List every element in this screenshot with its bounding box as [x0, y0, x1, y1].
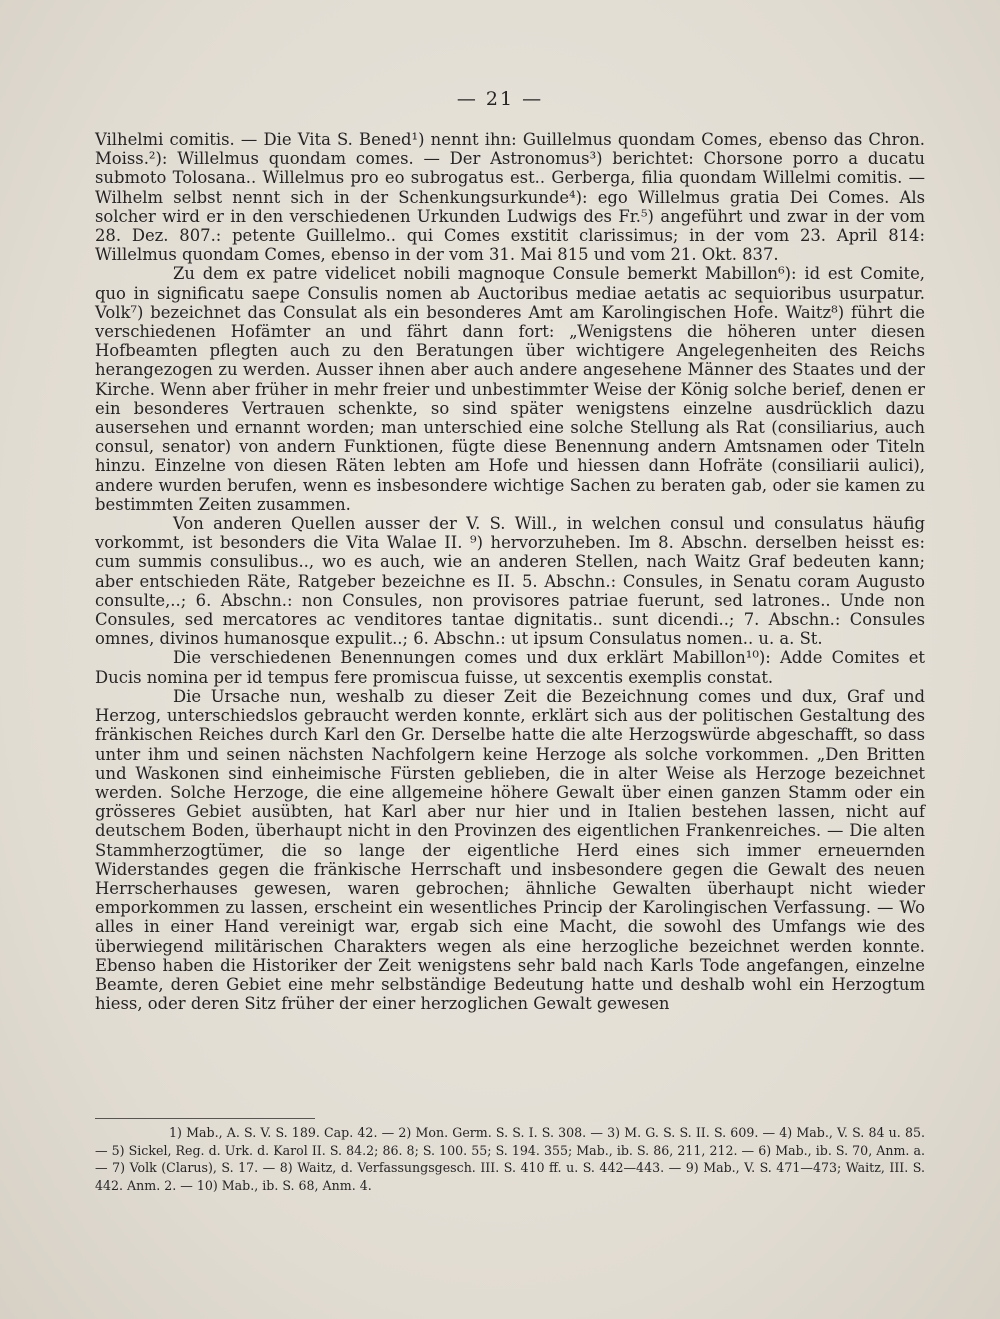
paragraph-4: Die verschiedenen Benennungen comes und dux erklärt Mabillon¹⁰): Adde Comites et Ducis nomina per id tempus fere promiscua fuisse, ut sexcentis exemplis constat.	[95, 648, 925, 687]
footnotes	[95, 1124, 925, 1194]
footnote-divider	[95, 1118, 315, 1119]
paragraph-2: Zu dem ex patre videlicet nobili magnoque Consule bemerkt Mabillon⁶): id est Comite, quo in significatu saepe Consulis nomen ab Auctoribus mediae aetatis ac sequioribus usurpatur. Volk⁷) bezeichnet das Consulat als ein besonderes Amt am Karolingischen Hofe. Waitz⁸) führt die verschiedenen Hofämter an und fährt dann fort: „Wenigstens die höheren unter diesen Hofbeamten pflegten auch zu den Beratungen über wichtigere Angelegenheiten des Reichs herangezogen zu werden. Ausser ihnen aber auch andere angesehene Männer des Staates und der Kirche. Wenn aber früher in mehr freier und unbestimmter Weise der König solche berief, denen er ein besonderes Vertrauen schenkte, so sind später wenigstens einzelne ausdrücklich dazu ausersehen und ernannt worden; man unterschied eine solche Stellung als Rat (consiliarius, auch consul, senator) von andern Funktionen, fügte diese Benennung andern Amtsnamen oder Titeln hinzu. Einzelne von diesen Räten lebten am Hofe und hiessen dann Hofräte (consiliarii aulici), andere wurden berufen, wenn es insbesondere wichtige Sachen zu beraten gab, oder sie kamen zu bestimmten Zeiten zusammen.	[95, 264, 925, 514]
footnotes-text: 1) Mab., A. S. V. S. 189. Cap. 42. — 2) Mon. Germ. S. S. I. S. 308. — 3) M. G. S. S. II. S. 609. — 4) Mab., V. S. 84 u. 85. — 5) Sickel, Reg. d. Urk. d. Karol II. S. 84.2; 86. 8; S. 100. 55; S. 194. 355; Mab., ib. S. 86, 211, 212. — 6) Mab., ib. S. 70, Anm. a. — 7) Volk (Clarus), S. 17. — 8) Waitz, d. Verfassungsgesch. III. S. 410 ff. u. S. 442—443. — 9) Mab., V. S. 471—473; Waitz, III. S. 442. Anm. 2. — 10) Mab., ib. S. 68, Anm. 4.	[95, 1125, 925, 1193]
paragraph-1: Vilhelmi comitis. — Die Vita S. Bened¹) nennt ihn: Guillelmus quondam Comes, ebenso das Chron. Moiss.²): Willelmus quondam comes. — Der Astronomus³) berichtet: Chorsone porro a ducatu submoto Tolosana.. Willelmus pro eo subrogatus est.. Gerberga, filia quondam Willelmi comitis. — Wilhelm selbst nennt sich in der Schenkungsurkunde⁴): ego Willelmus gratia Dei Comes. Als solcher wird er in den verschiedenen Urkunden Ludwigs des Fr.⁵) angeführt und zwar in der vom 28. Dez. 807.: petente Guillelmo.. qui Comes exstitit clarissimus; in der vom 23. April 814: Willelmus quondam Comes, ebenso in der vom 31. Mai 815 und vom 21. Okt. 837.	[95, 130, 925, 265]
page-number: — 21 —	[456, 88, 544, 110]
body-text	[95, 130, 925, 1013]
paragraph-3: Von anderen Quellen ausser der V. S. Will., in welchen consul und consulatus häufig vorkommt, ist besonders die Vita Walae II. ⁹) hervorzuheben. Im 8. Abschn. derselben heisst es: cum summis consulibus.., wo es auch, wie an anderen Stellen, nach Waitz Graf bedeuten kann; aber entschieden Räte, Ratgeber bezeichne es II. 5. Abschn.: Consules, in Senatu coram Augusto consulte,..; 6. Abschn.: non Consules, non provisores patriae fuerunt, sed latrones.. Unde non Consules, sed mercatores ac venditores tantae dignitatis.. sunt dicendi..; 7. Abschn.: Consules omnes, divinos humanosque expulit..; 6. Abschn.: ut ipsum Consulatus nomen.. u. a. St.	[95, 514, 925, 649]
paragraph-5: Die Ursache nun, weshalb zu dieser Zeit die Bezeichnung comes und dux, Graf und Herzog, unterschiedslos gebraucht werden konnte, erklärt sich aus der politischen Gestaltung des fränkischen Reiches durch Karl den Gr. Derselbe hatte die alte Herzogswürde abgeschafft, so dass unter ihm und seinen nächsten Nachfolgern keine Herzoge als solche vorkommen. „Den Britten und Waskonen sind einheimische Fürsten geblieben, die in alter Weise als Herzoge bezeichnet werden. Solche Herzoge, die eine allgemeine höhere Gewalt über einen ganzen Stamm oder ein grösseres Gebiet ausübten, hat Karl aber nur hier und in Italien bestehen lassen, nicht auf deutschem Boden, überhaupt nicht in den Provinzen des eigentlichen Frankenreiches. — Die alten Stammherzogtümer, die so lange der eigentliche Herd eines sich immer erneuernden Widerstandes gegen die fränkische Herrschaft und insbesondere gegen die Gewalt des neuen Herrscherhauses gewesen, waren gebrochen; ähnliche Gewalten überhaupt nicht wieder emporkommen zu lassen, erscheint ein wesentliches Princip der Karolingischen Verfassung. — Wo alles in einer Hand vereinigt war, ergab sich eine Macht, die sowohl des Umfangs wie des überwiegend militärischen Charakters wegen als eine herzogliche bezeichnet werden konnte. Ebenso haben die Historiker der Zeit wenigstens sehr bald nach Karls Tode angefangen, einzelne Beamte, deren Gebiet eine mehr selbständige Bedeutung hatte und deshalb wohl ein Herzogtum hiess, oder deren Sitz früher der einer herzoglichen Gewalt gewesen	[95, 686, 925, 1014]
